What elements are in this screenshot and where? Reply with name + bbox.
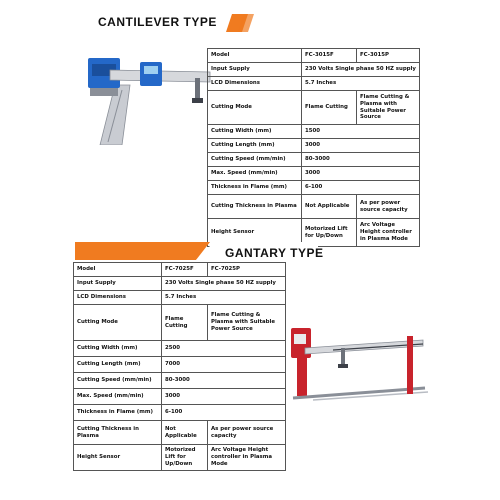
gantry-machine-image	[283, 318, 433, 403]
spec-value: 6-100	[302, 181, 420, 195]
spec-value: Motorized Lift for Up/Down	[162, 445, 208, 471]
spec-row	[74, 421, 286, 445]
spec-label: LCD Dimensions	[74, 291, 162, 305]
spec-row	[208, 77, 420, 91]
spec-row	[208, 139, 420, 153]
spec-row	[208, 63, 420, 77]
spec-value: 5.7 Inches	[162, 291, 286, 305]
spec-value: As per power source capacity	[357, 195, 420, 219]
spec-label: Cutting Speed (mm/min)	[74, 373, 162, 389]
cantilever-title: CANTILEVER TYPE	[98, 15, 217, 29]
spec-value: 7000	[162, 357, 286, 373]
spec-label: Input Supply	[208, 63, 302, 77]
spec-label: Cutting Width (mm)	[208, 125, 302, 139]
spec-value: 3000	[302, 139, 420, 153]
spec-row	[74, 373, 286, 389]
spec-row	[208, 125, 420, 139]
spec-value: Motorized Lift for Up/Down	[302, 219, 357, 247]
spec-label: Cutting Mode	[74, 305, 162, 341]
spec-row	[208, 167, 420, 181]
cantilever-header-accent	[0, 0, 500, 40]
spec-row	[208, 181, 420, 195]
spec-value: 230 Volts Single phase 50 HZ supply	[302, 63, 420, 77]
spec-value: 6-100	[162, 405, 286, 421]
spec-row	[74, 389, 286, 405]
spec-value: 230 Volts Single phase 50 HZ supply	[162, 277, 286, 291]
spec-value: 1500	[302, 125, 420, 139]
spec-label: Cutting Thickness in Plasma	[74, 421, 162, 445]
gantry-title: GANTARY TYPE	[225, 246, 324, 260]
spec-value: Flame Cutting	[162, 305, 208, 341]
spec-row	[74, 291, 286, 305]
spec-value: Arc Voltage Height controller in Plasma Mode	[208, 445, 286, 471]
spec-value: Not Applicable	[162, 421, 208, 445]
spec-row	[208, 91, 420, 125]
spec-label: Cutting Mode	[208, 91, 302, 125]
spec-label: Model	[74, 263, 162, 277]
spec-value: 3000	[162, 389, 286, 405]
cantilever-spec-table	[207, 48, 420, 247]
spec-value: Flame Cutting & Plasma with Suitable Power Source	[357, 91, 420, 125]
spec-label: Thickness in Flame (mm)	[74, 405, 162, 421]
spec-value: FC-3015P	[357, 49, 420, 63]
spec-row	[74, 305, 286, 341]
spec-row	[74, 277, 286, 291]
spec-value: FC-3015F	[302, 49, 357, 63]
spec-label: Cutting Length (mm)	[208, 139, 302, 153]
spec-value: Flame Cutting	[302, 91, 357, 125]
spec-row	[74, 341, 286, 357]
spec-value: Not Applicable	[302, 195, 357, 219]
spec-label: Cutting Speed (mm/min)	[208, 153, 302, 167]
spec-label: Model	[208, 49, 302, 63]
spec-row	[74, 357, 286, 373]
spec-value: Arc Voltage Height controller in Plasma Mode	[357, 219, 420, 247]
spec-value: FC-7025P	[208, 263, 286, 277]
gantry-spec-table	[73, 262, 286, 471]
spec-label: LCD Dimensions	[208, 77, 302, 91]
spec-value: 80-3000	[162, 373, 286, 389]
spec-row	[208, 195, 420, 219]
spec-row	[74, 405, 286, 421]
spec-value: 5.7 Inches	[302, 77, 420, 91]
spec-label: Thickness in Flame (mm)	[208, 181, 302, 195]
cantilever-machine-image	[70, 50, 215, 145]
spec-value: FC-7025F	[162, 263, 208, 277]
spec-label: Input Supply	[74, 277, 162, 291]
spec-label: Cutting Width (mm)	[74, 341, 162, 357]
spec-row	[208, 49, 420, 63]
spec-value: As per power source capacity	[208, 421, 286, 445]
spec-label: Cutting Length (mm)	[74, 357, 162, 373]
spec-value: 80-3000	[302, 153, 420, 167]
spec-label: Max. Speed (mm/min)	[74, 389, 162, 405]
spec-label: Cutting Thickness in Plasma	[208, 195, 302, 219]
spec-label: Height Sensor	[208, 219, 302, 247]
spec-value: Flame Cutting & Plasma with Suitable Power Source	[208, 305, 286, 341]
spec-label: Max. Speed (mm/min)	[208, 167, 302, 181]
spec-row	[74, 263, 286, 277]
spec-row	[208, 153, 420, 167]
spec-row	[74, 445, 286, 471]
spec-label: Height Sensor	[74, 445, 162, 471]
spec-value: 2500	[162, 341, 286, 357]
spec-value: 3000	[302, 167, 420, 181]
